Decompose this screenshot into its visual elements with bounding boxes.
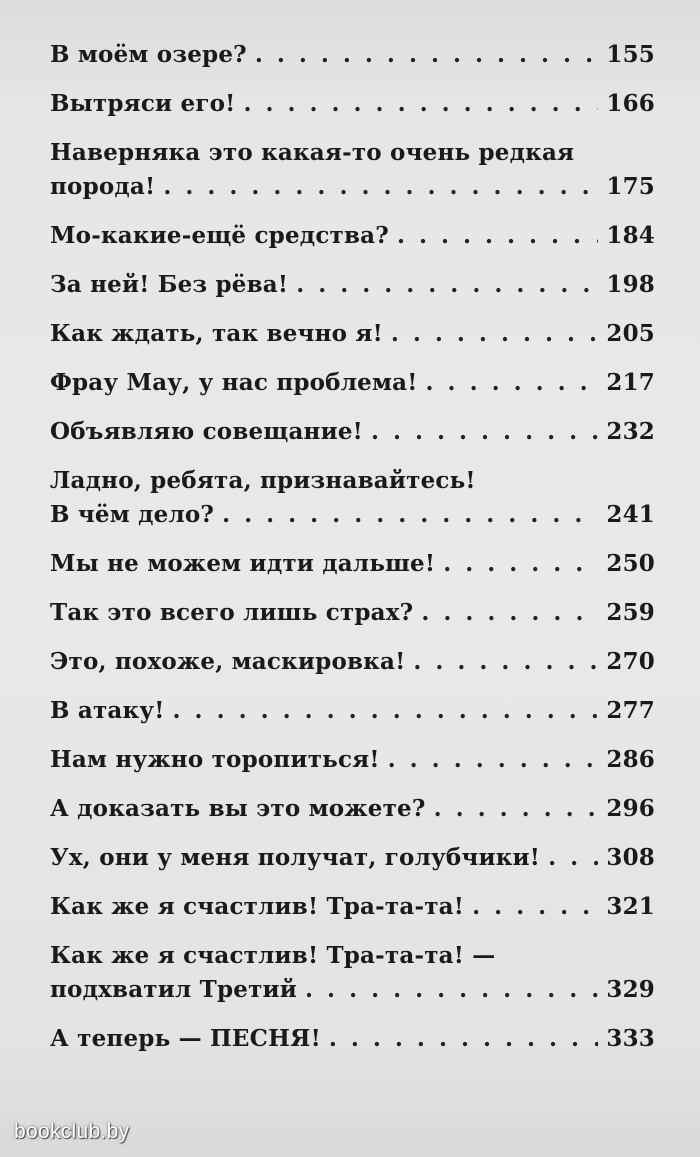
dot-leader xyxy=(296,268,598,302)
toc-entry xyxy=(50,694,655,728)
toc-entry-line xyxy=(50,547,655,581)
dot-leader xyxy=(163,170,598,204)
toc-entry xyxy=(50,366,655,400)
toc-entry-line xyxy=(50,1022,655,1056)
toc-page-number: 321 xyxy=(606,893,655,920)
toc-page-number: 333 xyxy=(606,1025,655,1052)
dot-leader xyxy=(243,87,598,121)
dot-leader xyxy=(443,547,598,581)
toc-entry xyxy=(50,136,655,204)
toc-entry-line xyxy=(50,38,655,72)
toc-entry xyxy=(50,317,655,351)
toc-entry-title: подхватил Третий xyxy=(50,976,298,1003)
toc-page-number: 308 xyxy=(606,844,655,871)
toc-entry-title: Как же я счастлив! Тра-та-та! xyxy=(50,893,465,920)
toc-entry-title: А доказать вы это можете? xyxy=(50,795,426,822)
dot-leader xyxy=(426,366,599,400)
toc-page-number: 175 xyxy=(606,173,655,200)
dot-leader xyxy=(255,38,599,72)
toc-page-number: 250 xyxy=(606,550,655,577)
toc-entry-title: Наверняка это какая-то очень редкая xyxy=(50,139,575,166)
toc-page-number: 241 xyxy=(606,501,655,528)
dot-leader xyxy=(434,792,599,826)
toc-entry-title: В чём дело? xyxy=(50,501,215,528)
toc-entry-line xyxy=(50,268,655,302)
toc-entry xyxy=(50,415,655,449)
toc-entry-title: Вытряси его! xyxy=(50,90,236,117)
toc-entry xyxy=(50,547,655,581)
toc-entry-line xyxy=(50,645,655,679)
toc-entry-title: А теперь — ПЕСНЯ! xyxy=(50,1025,321,1052)
toc-entry-line xyxy=(50,464,655,498)
toc-entry-line xyxy=(50,743,655,777)
dot-leader xyxy=(173,694,599,728)
toc-entry-line xyxy=(50,415,655,449)
toc-entry-line xyxy=(50,973,655,1007)
toc-page-number: 277 xyxy=(606,697,655,724)
toc-entry-title: Это, похоже, маскировка! xyxy=(50,648,406,675)
toc-page-number: 198 xyxy=(606,271,655,298)
toc-entry-line xyxy=(50,792,655,826)
dot-leader xyxy=(391,317,599,351)
dot-leader xyxy=(472,890,598,924)
toc-entry-line xyxy=(50,694,655,728)
toc-entry-line xyxy=(50,596,655,630)
toc-entry-line xyxy=(50,136,655,170)
toc-entry xyxy=(50,464,655,532)
dot-leader xyxy=(421,596,598,630)
toc-entry-line xyxy=(50,170,655,204)
toc-entry-line xyxy=(50,317,655,351)
toc-entry-title: Нам нужно торопиться! xyxy=(50,746,380,773)
toc-entry-title: Мо-какие-ещё средства? xyxy=(50,222,389,249)
toc-page-number: 270 xyxy=(606,648,655,675)
dot-leader xyxy=(329,1022,599,1056)
toc-entry xyxy=(50,890,655,924)
toc-page-number: 296 xyxy=(606,795,655,822)
toc-page-number: 155 xyxy=(606,41,655,68)
toc-entry-title: Как ждать, так вечно я! xyxy=(50,320,383,347)
toc-entry-line xyxy=(50,498,655,532)
toc-entry xyxy=(50,841,655,875)
toc-entry xyxy=(50,939,655,1007)
toc-entry xyxy=(50,219,655,253)
toc-entry-line xyxy=(50,219,655,253)
toc-entry xyxy=(50,1022,655,1056)
toc-entry xyxy=(50,645,655,679)
toc-entry xyxy=(50,87,655,121)
toc-entry xyxy=(50,743,655,777)
toc-page-number: 232 xyxy=(606,418,655,445)
toc-entry-line xyxy=(50,87,655,121)
toc-page-number: 184 xyxy=(606,222,655,249)
toc-entry-title: Так это всего лишь страх? xyxy=(50,599,414,626)
toc-entry-line xyxy=(50,366,655,400)
toc-page-number: 259 xyxy=(606,599,655,626)
toc-entry xyxy=(50,268,655,302)
toc-page-number: 205 xyxy=(606,320,655,347)
watermark: bookclub.by xyxy=(14,1120,130,1143)
dot-leader xyxy=(371,415,598,449)
toc-entry-line xyxy=(50,841,655,875)
toc-entry-title: За ней! Без рёва! xyxy=(50,271,289,298)
toc-page-number: 286 xyxy=(606,746,655,773)
toc-entry-line xyxy=(50,890,655,924)
toc-entry-title: В моём озере? xyxy=(50,41,247,68)
toc-entry xyxy=(50,596,655,630)
toc-page-number: 217 xyxy=(606,369,655,396)
dot-leader xyxy=(222,498,598,532)
toc-entry-title: Ух, они у меня получат, голубчики! xyxy=(50,844,541,871)
dot-leader xyxy=(388,743,599,777)
toc-entry-title: Ладно, ребята, признавайтесь! xyxy=(50,467,476,494)
dot-leader xyxy=(305,973,598,1007)
toc-entry-title: Как же я счастлив! Тра-та-та! — xyxy=(50,942,496,969)
toc-entry-line xyxy=(50,939,655,973)
toc-entry-title: В атаку! xyxy=(50,697,165,724)
toc-page-number: 329 xyxy=(606,976,655,1003)
toc-entry-title: Объявляю совещание! xyxy=(50,418,363,445)
toc-entry-title: Мы не можем идти дальше! xyxy=(50,550,436,577)
table-of-contents xyxy=(50,38,655,1071)
dot-leader xyxy=(413,645,598,679)
toc-entry xyxy=(50,792,655,826)
toc-entry-title: порода! xyxy=(50,173,156,200)
toc-entry xyxy=(50,38,655,72)
dot-leader xyxy=(397,219,598,253)
toc-page-number: 166 xyxy=(606,90,655,117)
dot-leader xyxy=(548,841,598,875)
toc-entry-title: Фрау Мау, у нас проблема! xyxy=(50,369,418,396)
